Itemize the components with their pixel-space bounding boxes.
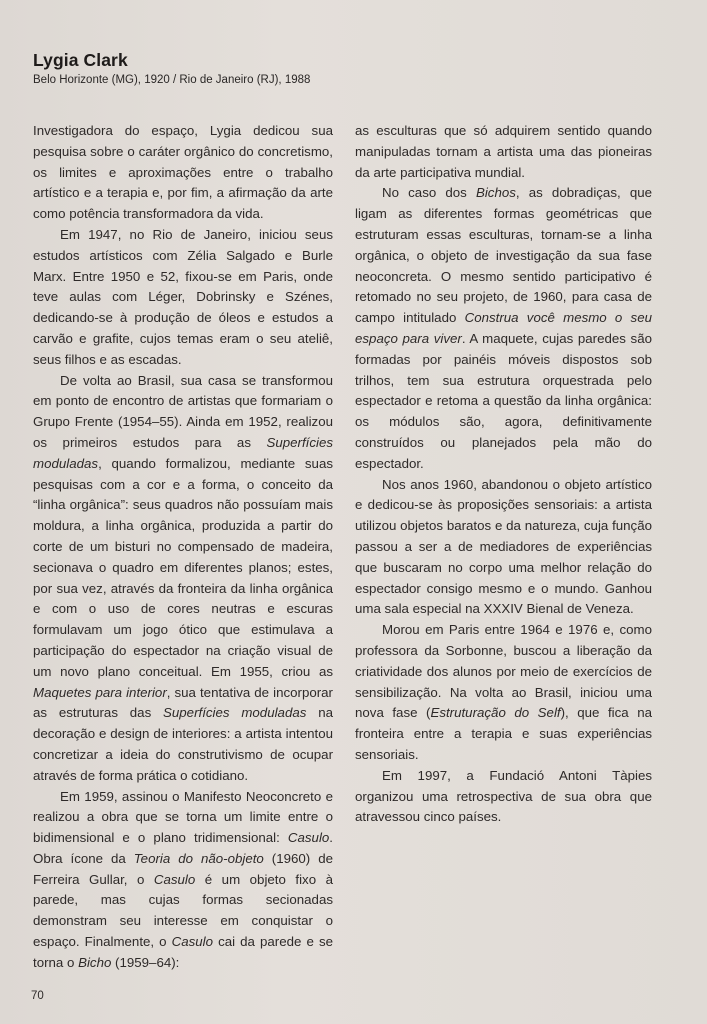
- paragraph-intro: Investigadora do espaço, Lygia dedicou sua pesquisa sobre o caráter orgânico do concretismo, os limites e aproximações entre o trabalho artístico e a terapia e, por fim, a afirmação da arte como potência transformadora da vida.: [33, 123, 333, 222]
- paragraph-sixties: Nos anos 1960, abandonou o objeto artístico e dedicou-se às proposições sensoriais: a artista utilizou objetos baratos e da natureza, cuja função passou a ser a de mediadores de experiências que buscaram no corpo uma melhor relação do espectador consigo mesmo e o mundo. Ganhou uma sala especial na XXXIV Bienal de Veneza.: [355, 476, 652, 617]
- text-run: cai da parede e se torna o: [33, 934, 333, 970]
- right-text-column: [355, 121, 652, 828]
- paragraph-retrospective: Em 1997, a Fundació Antoni Tàpies organizou uma retrospectiva de sua obra que atravessou cinco países.: [355, 767, 652, 825]
- italic-title: Casulo: [287, 830, 330, 846]
- page-number: 70: [31, 990, 44, 1002]
- paragraph-continuation: as esculturas que só adquirem sentido quando manipuladas tornam a artista uma das pioneiras da arte participativa mundial.: [355, 123, 652, 180]
- paragraph-bichos: [355, 183, 652, 474]
- text-run: No caso dos: [382, 185, 476, 201]
- italic-title: Bichos: [475, 185, 516, 201]
- paragraph-return-brazil: [33, 371, 333, 787]
- italic-title: Superfícies moduladas: [33, 434, 333, 471]
- text-run: , quando formalizou, mediante suas pesquisas com a cor e a forma, o conceito da “linha orgânica”: seus quadros não possuíam mais moldura, a linha orgânica, produzida a partir do corte de um bisturi no compensado de madeira, secionava o quadro em diferentes planos; estes, por sua vez, através da fronteira da linha orgânica e com o uso de cores neutras e escuras formulavam um jogo ótico que estimulava a participação do espectador na criação visual de um novo plano conceitual. Em 1955, criou as: [33, 455, 333, 679]
- italic-title: Superfícies moduladas: [163, 705, 307, 721]
- italic-title: Maquetes para interior: [33, 684, 167, 700]
- left-text-column: [33, 121, 333, 974]
- text-run: na decoração e design de interiores: a artista intentou concretizar a ideia do construtivismo de ocupar através de forma prática o cotidiano.: [33, 705, 333, 783]
- italic-title: Estruturação do Self: [430, 705, 561, 721]
- italic-title: Construa você mesmo o seu espaço para viver: [355, 310, 652, 346]
- text-run: . Obra ícone da: [33, 830, 333, 866]
- paragraph-studies: Em 1947, no Rio de Janeiro, iniciou seus estudos artísticos com Zélia Salgado e Burle Marx. Entre 1950 e 52, fixou-se em Paris, onde teve aulas com Léger, Dobrinsky e Szénes, dedicando-se à produção de óleos e estudos a carvão e grafite, cujos temas eram o seu ateliê, seus filhos e as escadas.: [33, 226, 333, 367]
- text-run: Morou em Paris entre 1964 e 1976 e, como professora da Sorbonne, buscou a liberação da criatividade dos alunos por meio de exercícios de sensibilização. Na volta ao Brasil, iniciou uma nova fase (: [355, 622, 652, 721]
- text-run: , as dobradiças, que ligam as diferentes formas geométricas que estruturam essas esculturas, tornam-se a linha orgânica, o objeto de investigação da sua fase neoconcreta. O mesmo sentido participativo é retomado no seu projeto, de 1960, para casa de campo intitulado: [355, 185, 652, 326]
- text-run: . A maquete, cujas paredes são formadas por painéis móveis dispostos sob trilhos, tem sua estrutura orquestrada pelo espectador e retoma a questão da linha orgânica: os módulos são, agora, definitivamente construídos ou planejados pela mão do espectador.: [355, 330, 652, 471]
- italic-title: Teoria do não-objeto: [133, 850, 264, 866]
- italic-title: Bicho: [78, 954, 112, 970]
- artist-name-title: Lygia Clark: [33, 50, 128, 70]
- text-run: (1959–64):: [111, 954, 180, 970]
- text-run: De volta ao Brasil, sua casa se transformou em ponto de encontro de artistas que formariam o Grupo Frente (1954–55). Ainda em 1952, realizou os primeiros estudos para as: [33, 372, 333, 450]
- text-run: Em 1959, assinou o Manifesto Neoconcreto e realizou a obra que se torna um limite entre o bidimensional e o plano tridimensional:: [33, 788, 333, 846]
- paragraph-neoconcreto: [33, 787, 333, 974]
- italic-title: Casulo: [171, 934, 214, 950]
- italic-title: Casulo: [153, 871, 196, 887]
- birth-death-subtitle: Belo Horizonte (MG), 1920 / Rio de Janeiro (RJ), 1988: [33, 74, 311, 86]
- text-run: ), que fica na fronteira entre a terapia e suas experiências sensoriais.: [355, 705, 652, 762]
- text-run: (1960) de Ferreira Gullar, o: [33, 850, 333, 887]
- text-run: , sua tentativa de incorporar as estruturas das: [33, 684, 333, 721]
- paragraph-paris: [355, 620, 652, 766]
- entry-header: [33, 49, 310, 88]
- text-run: é um objeto fixo à parede, mas cujas formas secionadas demonstram seu interesse em conquistar o espaço. Finalmente, o: [33, 871, 333, 950]
